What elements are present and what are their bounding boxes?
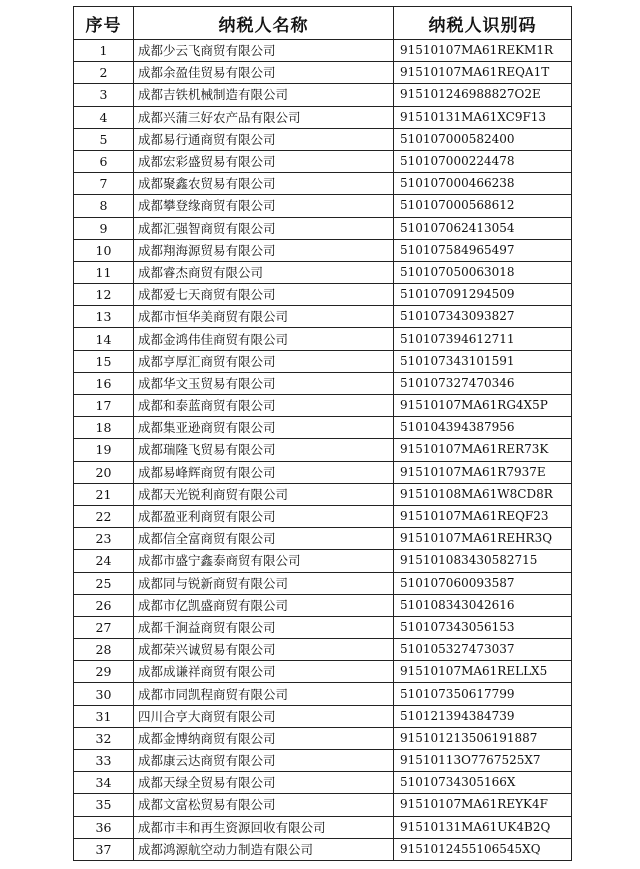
cell-code: 91510107MA61REQA1T (394, 62, 572, 84)
cell-index: 34 (74, 772, 134, 794)
cell-index: 10 (74, 239, 134, 261)
cell-index: 27 (74, 616, 134, 638)
cell-code: 510108343042616 (394, 594, 572, 616)
cell-code: 510107327470346 (394, 372, 572, 394)
cell-code: 91510107MA61R7937E (394, 461, 572, 483)
cell-name: 成都爱七天商贸有限公司 (134, 284, 394, 306)
header-row (74, 7, 572, 40)
cell-index: 16 (74, 372, 134, 394)
cell-code: 91510131MA61XC9F13 (394, 106, 572, 128)
cell-code: 91510108MA61W8CD8R (394, 483, 572, 505)
cell-name: 四川合亨大商贸有限公司 (134, 705, 394, 727)
cell-index: 32 (74, 727, 134, 749)
table-row (74, 661, 572, 683)
table-row (74, 794, 572, 816)
cell-name: 成都华文玉贸易有限公司 (134, 372, 394, 394)
cell-name: 成都瑞隆飞贸易有限公司 (134, 439, 394, 461)
table-row (74, 84, 572, 106)
cell-name: 成都攀登缘商贸有限公司 (134, 195, 394, 217)
cell-name: 成都康云达商贸有限公司 (134, 750, 394, 772)
cell-code: 91510107MA61RER73K (394, 439, 572, 461)
cell-name: 成都天绿全贸易有限公司 (134, 772, 394, 794)
cell-code: 510121394384739 (394, 705, 572, 727)
table-row (74, 350, 572, 372)
cell-name: 成都盈亚利商贸有限公司 (134, 505, 394, 527)
cell-index: 4 (74, 106, 134, 128)
table-row (74, 550, 572, 572)
table-row (74, 505, 572, 527)
table-row (74, 40, 572, 62)
cell-code: 510105327473037 (394, 639, 572, 661)
taxpayer-table (73, 6, 572, 861)
cell-index: 22 (74, 505, 134, 527)
cell-index: 9 (74, 217, 134, 239)
cell-code: 510107091294509 (394, 284, 572, 306)
cell-code: 510107050063018 (394, 261, 572, 283)
cell-name: 成都金博纳商贸有限公司 (134, 727, 394, 749)
cell-index: 35 (74, 794, 134, 816)
cell-code: 91510107MA61REKM1R (394, 40, 572, 62)
cell-code: 915101083430582715 (394, 550, 572, 572)
cell-index: 12 (74, 284, 134, 306)
cell-index: 28 (74, 639, 134, 661)
cell-index: 15 (74, 350, 134, 372)
table-row (74, 705, 572, 727)
cell-name: 成都荣兴诚贸易有限公司 (134, 639, 394, 661)
table-row (74, 284, 572, 306)
cell-code: 510107343093827 (394, 306, 572, 328)
cell-name: 成都市恒华美商贸有限公司 (134, 306, 394, 328)
table-row (74, 239, 572, 261)
cell-index: 3 (74, 84, 134, 106)
cell-code: 51010734305166X (394, 772, 572, 794)
cell-code: 510104394387956 (394, 417, 572, 439)
cell-code: 510107394612711 (394, 328, 572, 350)
cell-code: 915101246988827O2E (394, 84, 572, 106)
cell-code: 510107584965497 (394, 239, 572, 261)
table-row (74, 772, 572, 794)
table-row (74, 372, 572, 394)
cell-name: 成都余盈佳贸易有限公司 (134, 62, 394, 84)
cell-index: 5 (74, 128, 134, 150)
cell-code: 510107000582400 (394, 128, 572, 150)
cell-index: 25 (74, 572, 134, 594)
table-row (74, 128, 572, 150)
cell-index: 20 (74, 461, 134, 483)
cell-name: 成都千涧益商贸有限公司 (134, 616, 394, 638)
table-body (74, 40, 572, 861)
table-row (74, 594, 572, 616)
cell-code: 510107062413054 (394, 217, 572, 239)
table-row (74, 328, 572, 350)
cell-code: 91510107MA61RG4X5P (394, 395, 572, 417)
cell-code: 9151012455106545XQ (394, 838, 572, 860)
cell-index: 31 (74, 705, 134, 727)
table-row (74, 483, 572, 505)
cell-code: 91510107MA61REQF23 (394, 505, 572, 527)
header-index: 序号 (74, 7, 134, 40)
cell-index: 13 (74, 306, 134, 328)
table-row (74, 195, 572, 217)
cell-name: 成都市同凯程商贸有限公司 (134, 683, 394, 705)
cell-code: 91510107MA61REHR3Q (394, 528, 572, 550)
cell-index: 33 (74, 750, 134, 772)
cell-index: 8 (74, 195, 134, 217)
table-row (74, 395, 572, 417)
cell-code: 91510107MA61REYK4F (394, 794, 572, 816)
cell-name: 成都鸿源航空动力制造有限公司 (134, 838, 394, 860)
table-row (74, 639, 572, 661)
cell-name: 成都聚鑫农贸易有限公司 (134, 173, 394, 195)
cell-name: 成都天光锐利商贸有限公司 (134, 483, 394, 505)
cell-code: 915101213506191887 (394, 727, 572, 749)
header-name: 纳税人名称 (134, 7, 394, 40)
cell-name: 成都易峰辉商贸有限公司 (134, 461, 394, 483)
cell-name: 成都信全富商贸有限公司 (134, 528, 394, 550)
cell-code: 91510131MA61UK4B2Q (394, 816, 572, 838)
taxpayer-table-container (73, 6, 572, 861)
cell-code: 510107000568612 (394, 195, 572, 217)
cell-name: 成都吉铁机械制造有限公司 (134, 84, 394, 106)
cell-index: 17 (74, 395, 134, 417)
table-row (74, 173, 572, 195)
cell-index: 14 (74, 328, 134, 350)
cell-index: 19 (74, 439, 134, 461)
cell-index: 6 (74, 150, 134, 172)
table-row (74, 439, 572, 461)
table-row (74, 816, 572, 838)
table-row (74, 750, 572, 772)
cell-name: 成都金鸿伟佳商贸有限公司 (134, 328, 394, 350)
cell-name: 成都和泰蓝商贸有限公司 (134, 395, 394, 417)
cell-index: 21 (74, 483, 134, 505)
cell-index: 18 (74, 417, 134, 439)
table-row (74, 727, 572, 749)
cell-index: 26 (74, 594, 134, 616)
cell-index: 2 (74, 62, 134, 84)
cell-code: 91510107MA61RELLX5 (394, 661, 572, 683)
cell-index: 30 (74, 683, 134, 705)
table-row (74, 217, 572, 239)
cell-index: 36 (74, 816, 134, 838)
table-row (74, 261, 572, 283)
cell-index: 37 (74, 838, 134, 860)
cell-name: 成都兴蒲三好农产品有限公司 (134, 106, 394, 128)
table-row (74, 150, 572, 172)
cell-index: 29 (74, 661, 134, 683)
cell-name: 成都市丰和再生资源回收有限公司 (134, 816, 394, 838)
cell-code: 510107060093587 (394, 572, 572, 594)
cell-index: 1 (74, 40, 134, 62)
cell-code: 510107343101591 (394, 350, 572, 372)
table-row (74, 306, 572, 328)
cell-name: 成都宏彩盛贸易有限公司 (134, 150, 394, 172)
cell-name: 成都汇强智商贸有限公司 (134, 217, 394, 239)
cell-name: 成都同与锐新商贸有限公司 (134, 572, 394, 594)
table-row (74, 62, 572, 84)
cell-name: 成都亨厚汇商贸有限公司 (134, 350, 394, 372)
cell-name: 成都睿杰商贸有限公司 (134, 261, 394, 283)
table-row (74, 461, 572, 483)
cell-name: 成都文富松贸易有限公司 (134, 794, 394, 816)
table-row (74, 616, 572, 638)
cell-index: 23 (74, 528, 134, 550)
cell-name: 成都集亚逊商贸有限公司 (134, 417, 394, 439)
cell-index: 7 (74, 173, 134, 195)
cell-code: 510107350617799 (394, 683, 572, 705)
table-row (74, 683, 572, 705)
cell-index: 11 (74, 261, 134, 283)
table-row (74, 106, 572, 128)
table-row (74, 838, 572, 860)
table-row (74, 572, 572, 594)
table-row (74, 528, 572, 550)
table-header (74, 7, 572, 40)
cell-name: 成都翔海源贸易有限公司 (134, 239, 394, 261)
cell-code: 510107000224478 (394, 150, 572, 172)
header-code: 纳税人识别码 (394, 7, 572, 40)
cell-name: 成都易行通商贸有限公司 (134, 128, 394, 150)
cell-name: 成都市亿凯盛商贸有限公司 (134, 594, 394, 616)
cell-name: 成都市盛宁鑫泰商贸有限公司 (134, 550, 394, 572)
cell-code: 510107000466238 (394, 173, 572, 195)
table-row (74, 417, 572, 439)
cell-code: 510107343056153 (394, 616, 572, 638)
cell-index: 24 (74, 550, 134, 572)
cell-code: 91510113O7767525X7 (394, 750, 572, 772)
cell-name: 成都少云飞商贸有限公司 (134, 40, 394, 62)
cell-name: 成都成谦祥商贸有限公司 (134, 661, 394, 683)
